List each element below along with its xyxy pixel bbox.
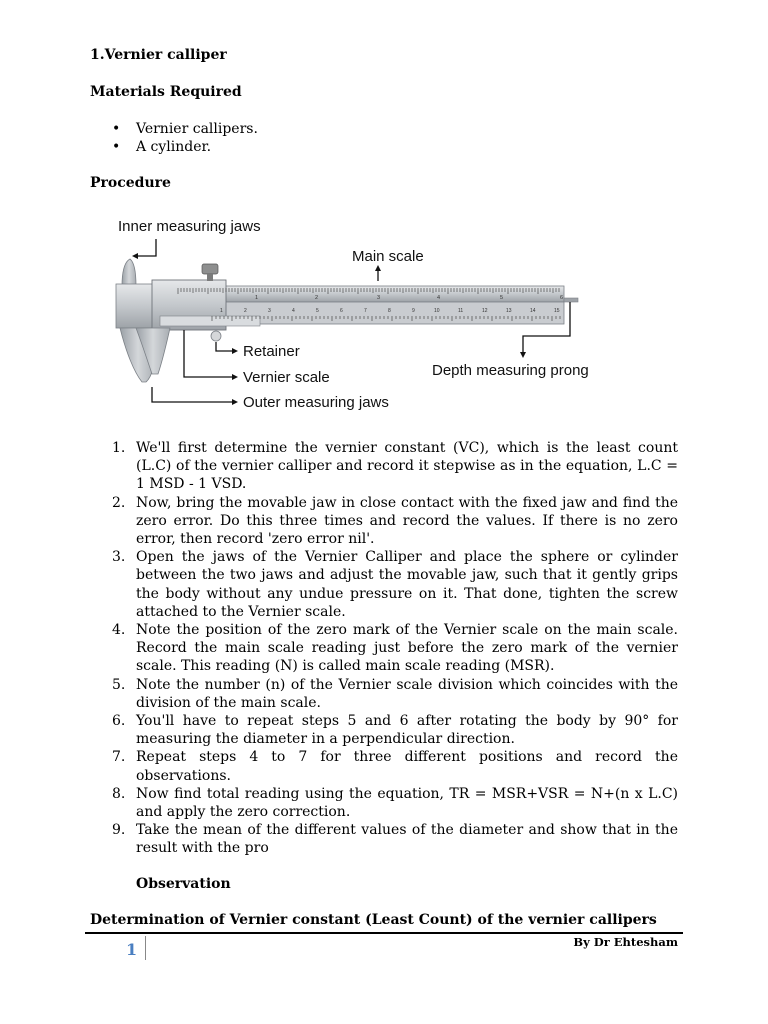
step-text: Now find total reading using the equation, TR = MSR+VSR = N+(n x L.C) and apply the zero correction. [136, 785, 678, 821]
list-item [112, 494, 678, 549]
page-number: 1 [126, 940, 138, 959]
list-item [112, 748, 678, 784]
scale-number: 4 [437, 295, 441, 301]
step-text: Now, bring the movable jaw in close contact with the fixed jaw and find the zero error. Do this three times and record the values. If there is no zero error, then record 'zero error nil'. [136, 494, 678, 548]
vc-heading: Determination of Vernier constant (Least Count) of the vernier callipers [90, 912, 657, 928]
step-text: Repeat steps 4 to 7 for three different positions and record the observations. [136, 749, 678, 784]
materials-list [112, 120, 258, 156]
scale-number: 8 [388, 308, 391, 314]
step-text: Note the position of the zero mark of the Vernier scale on the main scale. Record the main scale reading just before the zero mark of the vernier scale. This reading (N) is called main scale reading (MSR). [136, 622, 678, 675]
list-item [112, 548, 678, 621]
scale-number: 13 [506, 308, 512, 314]
inner-jaws-label: Inner measuring jaws [118, 218, 261, 235]
step-number: 4. [112, 622, 126, 639]
list-item: • A cylinder. [112, 138, 258, 156]
thumb-screw [202, 264, 218, 274]
step-number: 6. [112, 713, 126, 730]
depth-prong-label: Depth measuring prong [432, 362, 589, 379]
step-number: 3. [112, 549, 126, 566]
list-item: • Vernier callipers. [112, 120, 258, 138]
scale-number: 7 [364, 308, 367, 314]
arrow-icon [375, 265, 381, 271]
scale-number: 12 [482, 308, 488, 314]
step-number: 9. [112, 822, 126, 839]
list-item [112, 785, 678, 821]
scale-number: 1 [255, 295, 259, 301]
scale-number: 6 [560, 295, 564, 301]
fixed-inner-jaw [122, 259, 136, 286]
step-number: 1. [112, 440, 126, 456]
step-text: Open the jaws of the Vernier Calliper and place the sphere or cylinder between the two jaws and adjust the movable jaw, such that it gently grips the body without any undue pressure on it. That done, tighten the screw attached to the Vernier scale. [136, 549, 678, 620]
list-item [112, 439, 678, 494]
scale-number: 3 [268, 308, 271, 314]
step-text: Take the mean of the different values of the diameter and show that in the result with the pro [136, 822, 678, 857]
retainer-label: Retainer [243, 343, 300, 360]
arrow-icon [232, 399, 238, 405]
page-number-divider [145, 936, 146, 960]
step-number: 8. [112, 785, 126, 802]
step-text: Note the number (n) of the Vernier scale division which coincides with the division of the main scale. [136, 676, 678, 711]
scale-number: 9 [412, 308, 415, 314]
scale-number: 14 [530, 308, 536, 314]
materials-heading: Materials Required [90, 84, 242, 100]
arrow-icon [520, 352, 526, 358]
arrow-icon [132, 253, 138, 259]
vernier-scale-label: Vernier scale [243, 369, 330, 386]
scale-number: 1 [220, 308, 223, 314]
scale-number: 5 [500, 295, 504, 301]
step-number: 2. [112, 494, 126, 511]
scale-number: 2 [315, 295, 319, 301]
scale-number: 6 [340, 308, 343, 314]
main-beam [174, 286, 564, 302]
scale-number: 5 [316, 308, 319, 314]
outer-jaws-leader [152, 387, 232, 402]
main-scale-label: Main scale [352, 248, 424, 265]
scale-number: 15 [554, 308, 560, 314]
list-item [112, 621, 678, 676]
footer-divider [85, 932, 683, 934]
step-number: 7. [112, 749, 126, 766]
observation-heading: Observation [136, 876, 231, 892]
scale-number: 10 [434, 308, 440, 314]
scale-number: 4 [292, 308, 295, 314]
procedure-heading: Procedure [90, 175, 171, 191]
list-item [112, 821, 678, 857]
document-title: 1.Vernier calliper [90, 47, 227, 63]
step-text: We'll first determine the vernier constant (VC), which is the least count (L.C) of the vernier calliper and record it stepwise as in the equation, L.C = 1 MSD - 1 VSD. [136, 440, 678, 493]
vernier-scale-leader [184, 330, 232, 377]
vernier-calliper-diagram [112, 212, 612, 417]
step-text: You'll have to repeat steps 5 and 6 after rotating the body by 90° for measuring the diameter in a perpendicular direction. [136, 713, 678, 748]
outer-jaws-label: Outer measuring jaws [243, 394, 389, 411]
thumb-screw-stem [207, 274, 213, 281]
list-item [112, 676, 678, 712]
retainer-leader [216, 342, 232, 351]
retainer-wheel [211, 331, 221, 341]
step-number: 5. [112, 676, 126, 693]
scale-number: 2 [244, 308, 247, 314]
arrow-icon [232, 348, 238, 354]
vernier-scale-plate [160, 316, 260, 326]
inner-jaws-leader [138, 239, 156, 256]
scale-number: 11 [458, 308, 464, 314]
list-item [112, 712, 678, 748]
procedure-steps [112, 439, 678, 858]
footer-author: By Dr Ehtesham [573, 935, 678, 949]
arrow-icon [232, 374, 238, 380]
depth-prong [564, 298, 578, 302]
scale-number: 3 [377, 295, 381, 301]
